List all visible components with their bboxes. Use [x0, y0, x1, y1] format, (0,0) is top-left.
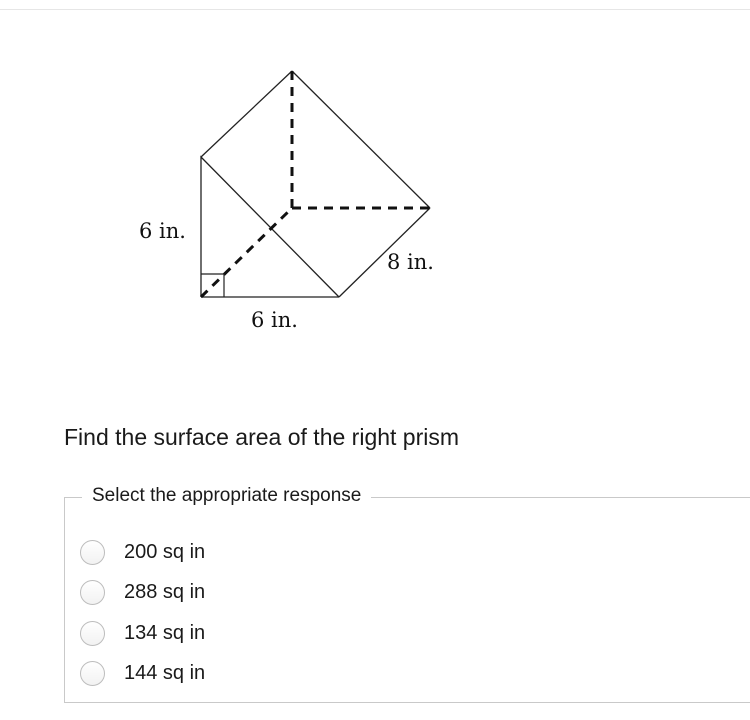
response-legend: Select the appropriate response [82, 485, 371, 507]
radio-button[interactable] [80, 580, 105, 605]
back-hypotenuse-edge [292, 71, 430, 208]
answer-option[interactable] [80, 613, 205, 654]
height-label: 6 in. [139, 219, 186, 243]
answer-option[interactable] [80, 532, 205, 573]
radio-button[interactable] [80, 621, 105, 646]
answer-option-label[interactable]: 200 sq in [124, 540, 206, 563]
radio-button[interactable] [80, 661, 105, 686]
top-lateral-edge [201, 71, 292, 157]
hidden-lateral-edge [201, 208, 292, 297]
answer-option-label[interactable]: 144 sq in [124, 662, 206, 685]
radio-button[interactable] [80, 540, 105, 565]
answer-option[interactable] [80, 573, 205, 614]
base-label: 6 in. [251, 308, 298, 332]
answer-option-label[interactable]: 288 sq in [124, 581, 206, 604]
answer-options [80, 532, 205, 694]
front-triangle-face [201, 157, 339, 297]
length-label: 8 in. [387, 250, 434, 274]
answer-option[interactable] [80, 654, 205, 695]
question-text: Find the surface area of the right prism [64, 424, 460, 450]
answer-option-label[interactable]: 134 sq in [124, 621, 206, 644]
